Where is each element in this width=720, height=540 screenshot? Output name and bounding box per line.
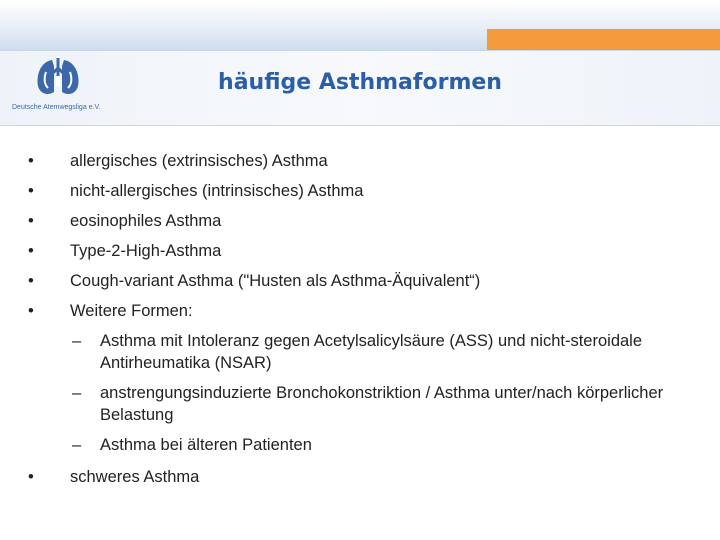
logo-text: Deutsche Atemwegsliga e.V. (12, 104, 101, 111)
dash-icon: – (72, 436, 82, 454)
bullet-icon: • (28, 182, 34, 200)
accent-bar (487, 29, 720, 50)
sub-list-item-text: Asthma bei älteren Patienten (100, 436, 312, 454)
page-title: häufige Asthmaformen (218, 70, 502, 95)
sub-list (28, 326, 708, 462)
list-item (28, 176, 708, 206)
lung-logo-icon (30, 54, 86, 102)
list-item (28, 206, 708, 236)
list-item (28, 462, 708, 492)
list-item (28, 266, 708, 296)
bullet-icon: • (28, 468, 34, 486)
dash-icon: – (72, 332, 82, 350)
sub-list-item-text: anstrengungsinduzierte Bronchokonstriktion / Asthma unter/nach körperlicher Belastung (100, 384, 664, 424)
sub-list-item (28, 434, 708, 456)
bullet-icon: • (28, 302, 34, 320)
bullet-icon: • (28, 152, 34, 170)
dash-icon: – (72, 384, 82, 402)
list-item-text: nicht-allergisches (intrinsisches) Asthma (70, 182, 364, 200)
bullet-list (28, 146, 708, 492)
list-item-text: eosinophiles Asthma (70, 212, 222, 230)
list-item (28, 236, 708, 266)
sub-list-item-text: Asthma mit Intoleranz gegen Acetylsalicylsäure (ASS) und nicht-steroidale Antirheumatika (NSAR) (100, 332, 643, 372)
bullet-icon: • (28, 272, 34, 290)
bullet-icon: • (28, 212, 34, 230)
list-item-text: Weitere Formen: (70, 302, 193, 320)
list-item-text: schweres Asthma (70, 468, 200, 486)
logo (8, 54, 118, 116)
list-item-text: allergisches (extrinsisches) Asthma (70, 152, 328, 170)
list-item (28, 296, 708, 326)
list-item-text: Cough-variant Asthma ("Husten als Asthma-Äquivalent“) (70, 272, 481, 290)
sub-list-item (28, 330, 708, 374)
list-item (28, 146, 708, 176)
list-item-text: Type-2-High-Asthma (70, 242, 222, 260)
bullet-icon: • (28, 242, 34, 260)
sub-list-item (28, 382, 708, 426)
